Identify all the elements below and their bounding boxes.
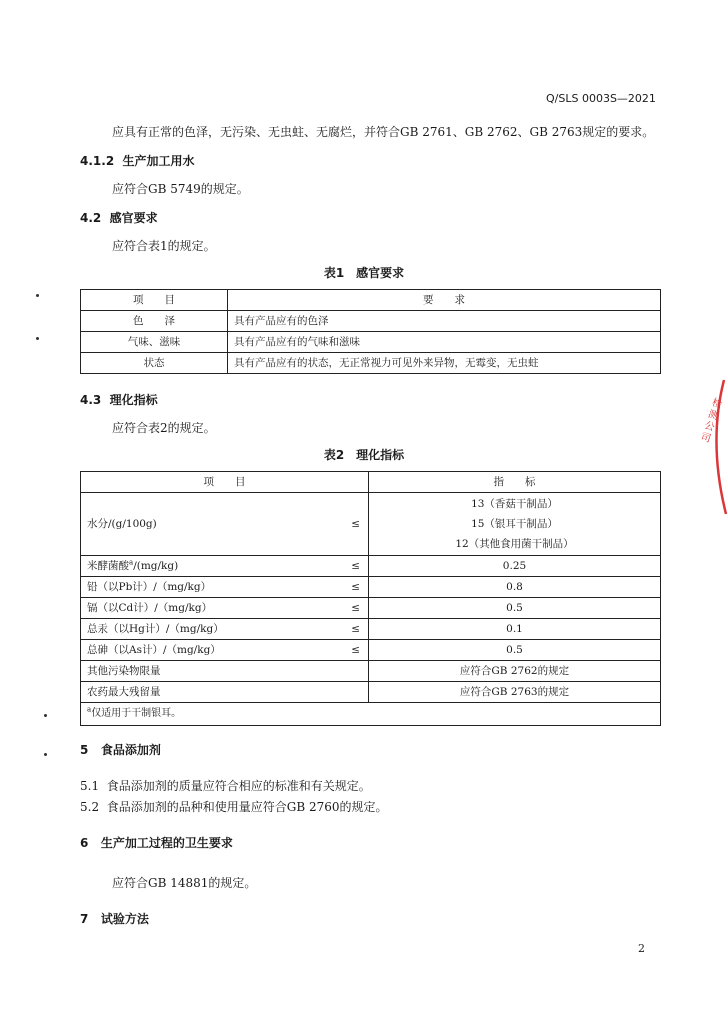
- section-4-1-2-heading: [80, 152, 195, 169]
- section-4-3-heading: [80, 391, 158, 408]
- item-unit: /(mg/kg): [133, 560, 179, 572]
- footnote-cell: [81, 703, 661, 726]
- operator-cell: ≤: [291, 640, 369, 661]
- table-row: [81, 619, 661, 640]
- section-4-1-2-body: 应符合GB 5749的规定。: [112, 182, 249, 196]
- value-cell: 0.25: [369, 556, 661, 577]
- item-cell: 气味、滋味: [81, 332, 228, 353]
- page-number: 2: [638, 942, 645, 955]
- scan-speck: [44, 714, 47, 717]
- scan-speck: [36, 337, 39, 340]
- value-cell: 0.8: [369, 577, 661, 598]
- item-cell: 镉（以Cd计）/（mg/kg）: [81, 598, 291, 619]
- intro-paragraph: 应具有正常的色泽，无污染、无虫蛀、无腐烂，并符合GB 2761、GB 2762、GB 2763规定的要求。: [112, 125, 655, 139]
- item-cell: 总汞（以Hg计）/（mg/kg）: [81, 619, 291, 640]
- section-7-heading: [80, 910, 149, 927]
- table-row: [81, 311, 661, 332]
- section-number: 6: [80, 836, 89, 850]
- table-row: [81, 598, 661, 619]
- requirement-cell: 具有产品应有的色泽: [228, 311, 661, 332]
- footnote-text: 仅适用于干制银耳。: [91, 708, 182, 719]
- scan-speck: [44, 753, 47, 756]
- section-4-3-body: 应符合表2的规定。: [112, 421, 216, 435]
- table1-caption: 表1 感官要求: [323, 266, 405, 280]
- seal-arc-icon: [702, 372, 728, 522]
- item-cell: 铅（以Pb计）/（mg/kg）: [81, 577, 291, 598]
- red-seal-stamp: [699, 372, 728, 522]
- sensory-requirements-table: [80, 289, 661, 374]
- operator-cell: ≤: [291, 619, 369, 640]
- section-6-heading: [80, 834, 233, 851]
- value-cell: 0.5: [369, 640, 661, 661]
- value-line: 12（其他食用菌干制品）: [455, 538, 574, 550]
- table-row: [81, 577, 661, 598]
- scan-speck: [36, 294, 39, 297]
- item-text: 食品添加剂的品种和使用量应符合GB 2760的规定。: [106, 800, 388, 814]
- item-cell: 状态: [81, 353, 228, 374]
- table-header-row: [81, 472, 661, 493]
- table-footnote-row: [81, 703, 661, 726]
- value-line: 15（银耳干制品）: [471, 518, 558, 530]
- table-row: [81, 556, 661, 577]
- section-number: 7: [80, 912, 89, 926]
- section-title: 生产加工过程的卫生要求: [100, 836, 233, 850]
- section-4-2-heading: [80, 209, 158, 226]
- item-number: 5.1: [80, 779, 100, 793]
- section-number: 5: [80, 743, 89, 757]
- item-number: 5.2: [80, 800, 100, 814]
- requirement-cell: 具有产品应有的气味和滋味: [228, 332, 661, 353]
- operator-cell: ≤: [291, 598, 369, 619]
- section-4-2-body: 应符合表1的规定。: [112, 239, 216, 253]
- section-title: 理化指标: [109, 393, 158, 407]
- value-cell: 应符合GB 2762的规定: [369, 661, 661, 682]
- header-cell-value: 指 标: [369, 472, 661, 493]
- value-line: 13（香菇干制品）: [471, 498, 558, 510]
- table-row: [81, 682, 661, 703]
- table-row: [81, 332, 661, 353]
- operator-cell: ≤: [291, 577, 369, 598]
- physicochemical-indicators-table: [80, 471, 661, 726]
- section-number: 4.3: [80, 393, 102, 407]
- section-title: 生产加工用水: [122, 154, 195, 168]
- item-name: 米酵菌酸: [87, 560, 129, 572]
- table-header-row: [81, 290, 661, 311]
- item-cell: 农药最大残留量: [81, 682, 369, 703]
- table-row: [81, 661, 661, 682]
- section-5-1: [80, 777, 371, 794]
- header-cell-requirement: 要 求: [228, 290, 661, 311]
- seal-text: 检测公司: [699, 397, 724, 446]
- table-row: [81, 493, 661, 556]
- section-5-heading: [80, 741, 161, 758]
- section-title: 试验方法: [100, 912, 149, 926]
- table-row: [81, 353, 661, 374]
- value-cell: 应符合GB 2763的规定: [369, 682, 661, 703]
- item-cell: 总砷（以As计）/（mg/kg）: [81, 640, 291, 661]
- section-6-body: 应符合GB 14881的规定。: [112, 876, 257, 890]
- item-cell: 色 泽: [81, 311, 228, 332]
- operator-cell: ≤: [291, 556, 369, 577]
- section-title: 感官要求: [109, 211, 158, 225]
- value-cell: [369, 493, 661, 556]
- item-cell: [81, 556, 291, 577]
- header-cell-item: 项 目: [81, 472, 369, 493]
- header-cell-item: 项 目: [81, 290, 228, 311]
- table2-caption: 表2 理化指标: [323, 448, 405, 462]
- section-number: 4.1.2: [80, 154, 115, 168]
- item-cell: 其他污染物限量: [81, 661, 369, 682]
- document-code: Q/SLS 0003S—2021: [546, 92, 656, 105]
- section-number: 4.2: [80, 211, 102, 225]
- footnote-marker: a: [129, 558, 134, 567]
- requirement-cell: 具有产品应有的状态，无正常视力可见外来异物，无霉变，无虫蛀: [228, 353, 661, 374]
- item-text: 食品添加剂的质量应符合相应的标准和有关规定。: [106, 779, 371, 793]
- value-cell: 0.5: [369, 598, 661, 619]
- section-title: 食品添加剂: [100, 743, 161, 757]
- footnote-marker: a: [87, 705, 92, 714]
- table-row: [81, 640, 661, 661]
- item-cell: 水分/(g/100g): [81, 493, 291, 556]
- value-cell: 0.1: [369, 619, 661, 640]
- operator-cell: ≤: [291, 493, 369, 556]
- section-5-2: [80, 798, 388, 815]
